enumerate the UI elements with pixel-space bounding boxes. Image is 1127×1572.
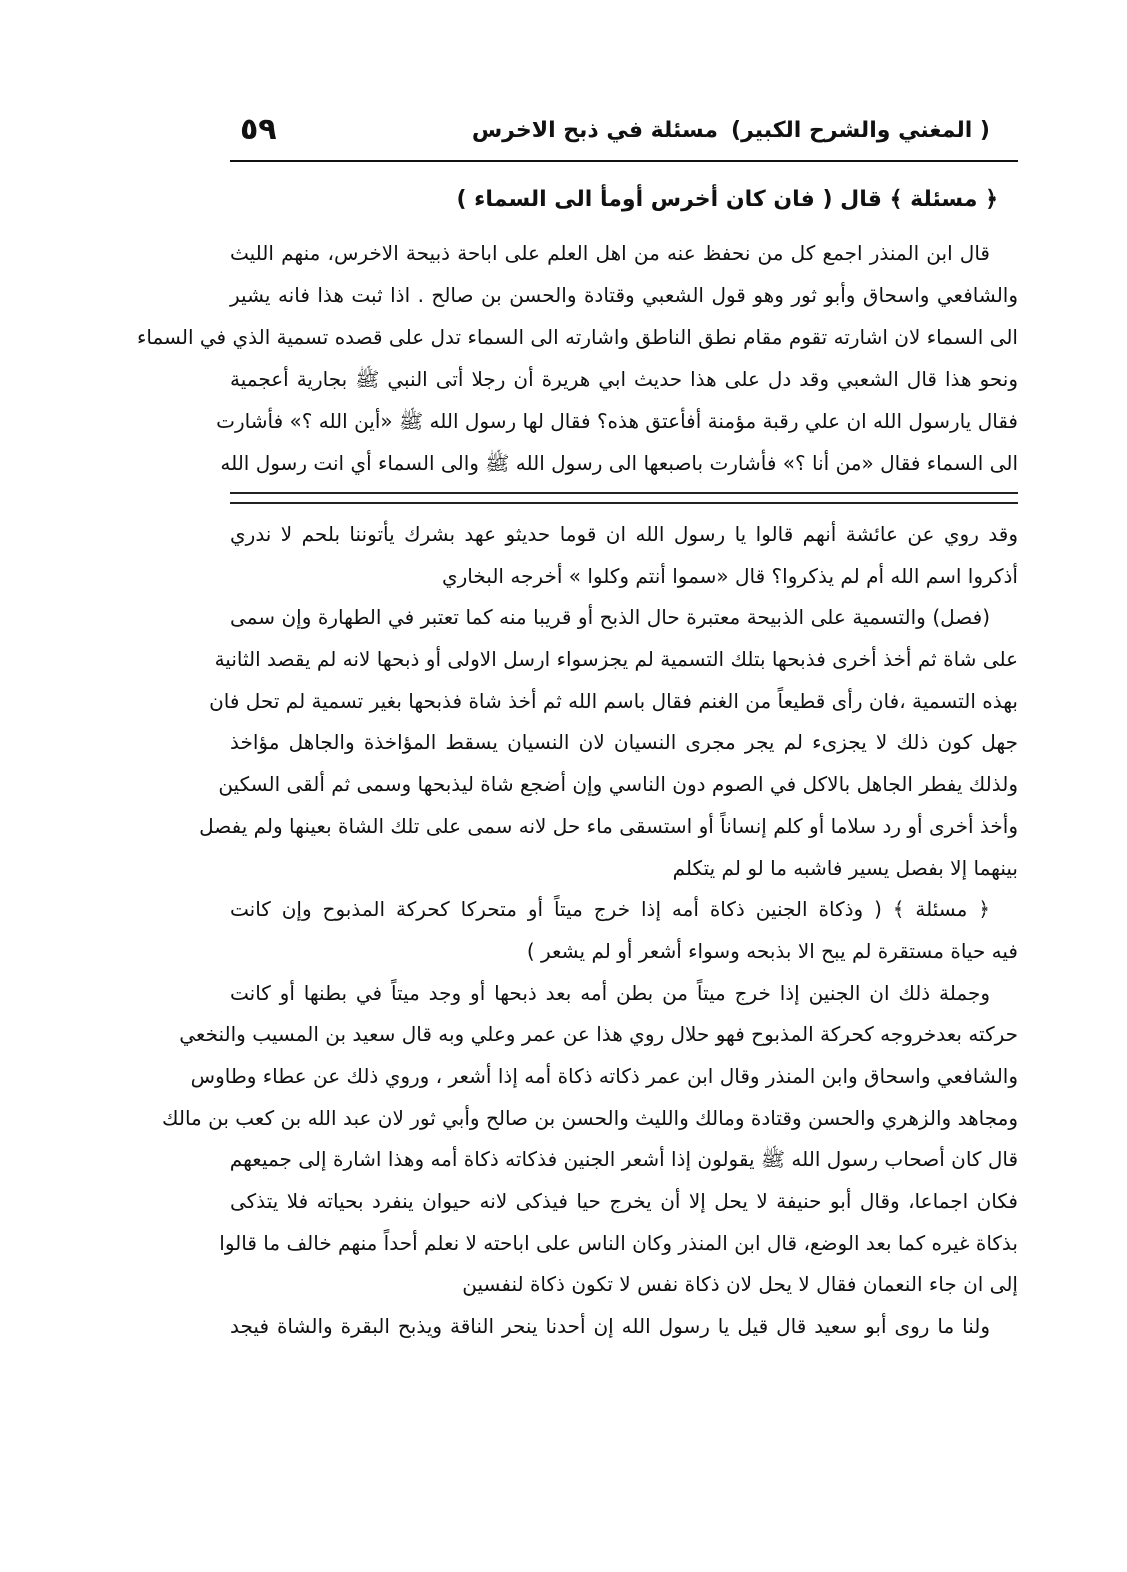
text-line: بذكاة غيره كما بعد الوضع، قال ابن المنذر وكان الناس على اباحته لا نعلم أحداً منهم خالف ما قالوا	[219, 1230, 1018, 1255]
text-line: قال ابن المنذر اجمع كل من نحفظ عنه من اهل العلم على اباحة ذبيحة الاخرس، منهم الليث	[230, 241, 990, 265]
text-line: أذكروا اسم الله أم لم يذكروا؟ قال «سموا أنتم وكلوا » أخرجه البخاري	[441, 563, 1018, 588]
text-line: ونحو هذا قال الشعبي وقد دل على هذا حديث ابي هريرة أن رجلا أتى النبي ﷺ بجارية أعجمية	[230, 367, 1018, 391]
text-line: بهذه التسمية ،فان رأى قطيعاً من الغنم فقال باسم الله ثم أخذ شاة فذبحها بغير تسمية لم تحل فان	[209, 688, 1018, 713]
text-line: فكان اجماعا، وقال أبو حنيفة لا يحل إلا أن يخرج حيا فيذكى لانه حيوان ينفرد بحياته فلا يتذكى	[230, 1189, 1018, 1213]
book-title: ( المغني والشرح الكبير)	[731, 118, 990, 143]
text-line: ولذلك يفطر الجاهل بالاكل في الصوم دون الناسي وإن أضجع شاة ليذبحها وسمى ثم ألقى السكين	[218, 772, 1018, 797]
text-line: والشافعي واسحاق وابن المنذر وقال ابن عمر ذكاته ذكاة أمه إذا أشعر ، وروي ذلك عن عطاء وطاوس	[190, 1063, 1018, 1088]
lower-commentary	[162, 514, 1018, 1348]
text-line: وأخذ أخرى أو رد سلاما أو كلم إنساناً أو استسقى ماء حل لانه سمى على تلك الشاة بعينها ولم يفصل	[199, 813, 1018, 838]
text-line: وجملة ذلك ان الجنين إذا خرج ميتاً من بطن أمه بعد ذبحها أو وجد ميتاً في بطنها أو كانت	[230, 980, 990, 1005]
masala-line: ﴿ مسئلة ﴾ ( وذكاة الجنين ذكاة أمه إذا خرج ميتاً أو متحركا كحركة المذبوح وإن كانت	[230, 897, 990, 922]
page-number: ٥٩	[240, 112, 277, 147]
text-line: بينهما إلا بفصل يسير فاشبه ما لو لم يتكلم	[672, 855, 1018, 880]
text-line: وقد روي عن عائشة أنهم قالوا يا رسول الله ان قوما حديثو عهد بشرك يأتوننا بلحم لا ندري	[230, 522, 1018, 546]
upper-paragraph	[136, 232, 1018, 484]
text-line: فقال يارسول الله ان علي رقبة مؤمنة أفأعتق هذه؟ فقال لها رسول الله ﷺ «أين الله ؟» فأشارت	[216, 409, 1018, 433]
text-line: الى السماء لان اشارته تقوم مقام نطق الناطق واشارته الى السماء تدل على قصده تسمية الذي في السماء	[136, 325, 1018, 349]
text-line: حركته بعدخروجه كحركة المذبوح فهو حلال روي هذا عن عمر وعلي وبه قال سعيد بن المسيب والنخعي	[179, 1022, 1018, 1047]
text-line: على شاة ثم أخذ أخرى فذبحها بتلك التسمية لم يجزسواء ارسل الاولى أو ذبحها لانه لم يقصد الثانية	[214, 647, 1018, 672]
text-line: ومجاهد والزهري والحسن وقتادة ومالك والليث والحسن بن صالح وأبي ثور لان عبد الله بن كعب بن مالك	[162, 1105, 1018, 1130]
book-page	[136, 112, 1018, 1348]
text-line: (فصل) والتسمية على الذبيحة معتبرة حال الذبح أو قريبا منه كما تعتبر في الطهارة وإن سمى	[230, 605, 990, 630]
text-line: إلى ان جاء النعمان فقال لا يحل لان ذكاة نفس لا تكون ذكاة لنفسين	[462, 1272, 1018, 1297]
masala-heading: ﴿ مسئلة ﴾ قال ( فان كان أخرس أومأ الى السماء )	[456, 187, 998, 212]
text-line: جهل كون ذلك لا يجزىء لم يجر مجرى النسيان لان النسيان يسقط المؤاخذة والجاهل مؤاخذ	[230, 730, 1018, 755]
text-line: الى السماء فقال «من أنا ؟» فأشارت باصبعها الى رسول الله ﷺ والى السماء أي انت رسول الله	[220, 451, 1018, 475]
text-line: ولنا ما روى أبو سعيد قال قيل يا رسول الله إن أحدنا ينحر الناقة ويذبح البقرة والشاة فيجد	[230, 1314, 990, 1339]
masala-line: فيه حياة مستقرة لم يبح الا بذبحه وسواء أشعر أو لم يشعر )	[526, 938, 1018, 963]
text-line: والشافعي واسحاق وأبو ثور وهو قول الشعبي وقتادة والحسن بن صالح . اذا ثبت هذا فانه يشير	[230, 283, 1018, 307]
section-title: مسئلة في ذبح الاخرس	[471, 118, 718, 143]
text-line: قال كان أصحاب رسول الله ﷺ يقولون إذا أشعر الجنين فذكاته ذكاة أمه وهذا اشارة إلى جميعهم	[229, 1147, 1018, 1172]
page-header	[230, 112, 1018, 162]
section-divider	[230, 492, 1018, 504]
